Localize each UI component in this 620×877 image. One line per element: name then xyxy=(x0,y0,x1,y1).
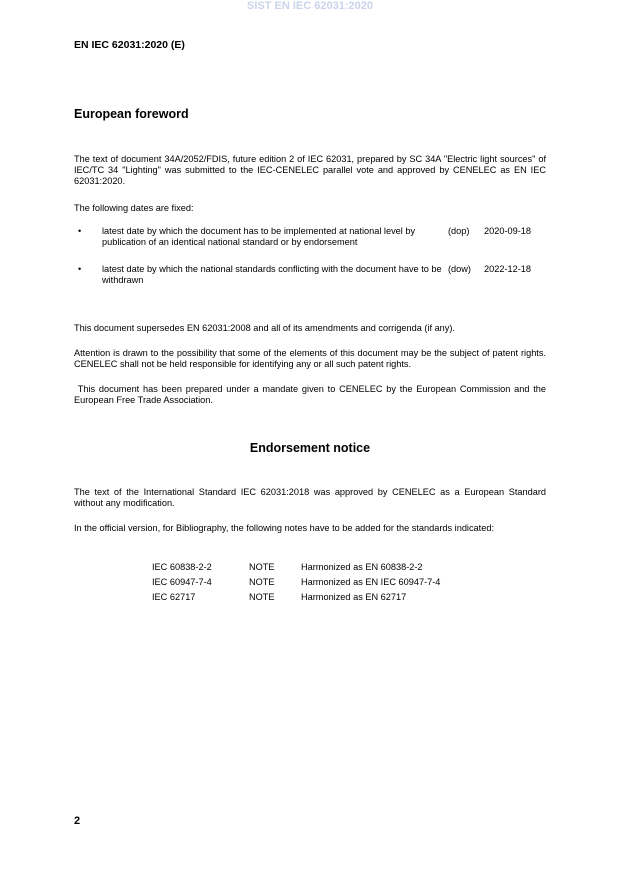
watermark: SIST EN IEC 62031:2020 xyxy=(247,0,373,12)
date-description: latest date by which the national standards conflicting with the document have to be withdrawn xyxy=(102,264,442,285)
date-description: latest date by which the document has to be implemented at national level by publication of an identical national standard or by endorsement xyxy=(102,226,416,247)
endorsement-text: The text of the International Standard IEC 62031:2018 was approved by CENELEC as a European Standard without any modification. xyxy=(74,487,546,508)
harmonized-text: Harmonized as EN 60838-2-2 xyxy=(301,562,423,572)
harmonized-text: Harmonized as EN IEC 60947-7-4 xyxy=(301,577,441,587)
standard-reference: IEC 60947-7-4 xyxy=(152,577,212,587)
foreword-heading: European foreword xyxy=(74,107,189,121)
note-label: NOTE xyxy=(249,577,275,587)
date-abbreviation: (dop) xyxy=(448,226,470,236)
document-id: EN IEC 62031:2020 (E) xyxy=(74,39,185,51)
bullet-icon: • xyxy=(78,264,82,274)
standard-reference: IEC 60838-2-2 xyxy=(152,562,212,572)
date-item-dow xyxy=(74,264,546,288)
date-item-dop xyxy=(74,226,546,250)
date-value: 2022-12-18 xyxy=(484,264,531,274)
note-label: NOTE xyxy=(249,592,275,602)
page-number: 2 xyxy=(74,815,81,827)
date-value: 2020-09-18 xyxy=(484,226,531,236)
mandate-paragraph: This document has been prepared under a mandate given to CENELEC by the European Commission and the European Free Trade Association. xyxy=(74,384,549,405)
harmonized-text: Harmonized as EN 62717 xyxy=(301,592,407,602)
endorsement-heading: Endorsement notice xyxy=(249,441,371,455)
supersedes-paragraph: This document supersedes EN 62031:2008 and all of its amendments and corrigenda (if any). xyxy=(74,323,455,333)
foreword-intro: The text of document 34A/2052/FDIS, future edition 2 of IEC 62031, prepared by SC 34A "Electric light sources" of IEC/TC 34 "Lighting" was submitted to the IEC-CENELEC parallel vote and approved by CENELEC as EN IEC 62031:2020. xyxy=(74,154,546,186)
patent-attention-paragraph: Attention is drawn to the possibility that some of the elements of this document may be the subject of patent rights. CENELEC shall not be held responsible for identifying any or all such patent rights. xyxy=(74,348,546,369)
bibliography-intro: In the official version, for Bibliography, the following notes have to be added for the standards indicated: xyxy=(74,523,494,533)
date-abbreviation: (dow) xyxy=(448,264,471,274)
dates-intro: The following dates are fixed: xyxy=(74,203,194,213)
bullet-icon: • xyxy=(78,226,82,236)
note-label: NOTE xyxy=(249,562,275,572)
standard-reference: IEC 62717 xyxy=(152,592,196,602)
